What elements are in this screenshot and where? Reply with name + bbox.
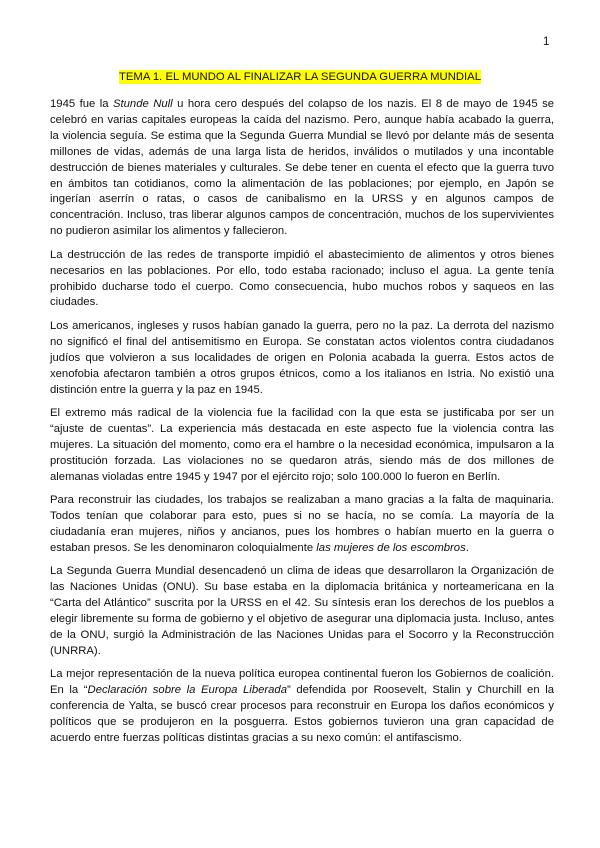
text-run: La Segunda Guerra Mundial desencadenó un clima de ideas que desarrollaron la Organización de las Naciones Unidas (ONU). Su base estaba en la diplomacia británica y norteamericana en la “Carta del Atlántico” suscrita por la URSS en el 42. Su síntesis eran los derechos de los pueblos a elegir libremente su forma de gobierno y el objetivo de asegurar una diplomacia justa. Incluso, antes de la ONU, surgió la Administración de las Naciones Unidas para el Socorro y la Reconstrucción (UNRRA). [50,565,554,657]
text-run: Los americanos, ingleses y rusos habían ganado la guerra, pero no la paz. La derrota del nazismo no significó el final del antisemitismo en Europa. Se constatan actos violentos contra ciudadanos judíos que volvieron a sus localidades de origen en Polonia acabada la guerra. Estos actos de xenofobia afectaron también a otros grupos étnicos, como a los italianos en Istria. No existió una distinción entre la guerra y la paz en 1945. [50,319,554,396]
text-run: 1945 fue la [50,98,113,110]
text-run: La mejor representación de la nueva política europea continental fueron los Gobiernos de coalición. En la “ [50,668,554,697]
document-body [50,97,554,755]
text-run: . [465,541,469,554]
paragraph [50,97,554,240]
text-run: Para reconstruir las ciudades, los trabajos se realizaban a mano gracias a la falta de maquinaria. Todos tenían que colaborar para esto, pues si no se hacía, no se comía. La mayoría de la ciudadanía eran mujeres, niños y ancianos, pues los hombres o habían muerto en la guerra o estaban presos. Se les denominaron coloquialmente [50,494,554,554]
italic-text: Declaración sobre la Europa Liberada [87,684,287,697]
paragraph [50,564,554,659]
paragraph [50,667,554,747]
paragraph [50,406,554,486]
italic-text: las mujeres de los escombros [316,541,466,554]
text-run: La destrucción de las redes de transporte impidió el abastecimiento de alimentos y otros bienes necesarios en las poblaciones. Por ello, todo estaba racionado; incluso el agua. La gente tenía prohibido ducharse todo el cuerpo. Como consecuencia, hubo muchos robos y saqueos en las ciudades. [50,248,554,309]
paragraph [50,493,554,557]
text-run: El extremo más radical de la violencia fue la facilidad con la que esta se justificaba por ser un “ajuste de cuentas”. La experiencia más destacada en este aspecto fue la violencia contra las mujeres. La situación del momento, como era el hambre o la necesidad económica, impulsaron a la prostitución forzada. Las violaciones no se quedaron atrás, siendo más de dos millones de alemanas violadas entre 1945 y 1947 por el ejército rojo; solo 100.000 lo fueron en Berlín. [50,407,554,483]
paragraph [50,319,554,399]
italic-text: Stunde Null [112,98,173,110]
page-number: 1 [543,36,550,48]
paragraph [50,248,554,312]
document-title [0,71,600,83]
text-run: ” defendida por Roosevelt, Stalin y Churchill en la conferencia de Yalta, se buscó crear procesos para reconstruir en Europa los daños económicos y políticos que se produjeron en la posguerra. Estos gobiernos tuvieron una gran capacidad de acuerdo entre fuerzas políticas distintas gracias a su nexo común: el antifascismo. [50,684,554,745]
text-run: u hora cero después del colapso de los nazis. El 8 de mayo de 1945 se celebró en varias capitales europeas la caída del nazismo. Pero, aunque había acabado la guerra, la violencia seguía. Se estima que la Segunda Guerra Mundial se llevó por delante más de sesenta millones de vidas, además de una larga lista de heridos, inválidos o mutilados y una incontable destrucción de bienes materiales y culturales. Se debe tener en cuenta el efecto que la guerra tuvo en ámbitos tan cotidianos, como la alimentación de las poblaciones; por ejemplo, en Japón se ingerían aserrín o ratas, o casos de canibalismo en la URSS y en algunos campos de concentración. Incluso, tras liberar algunos campos de concentración, muchos de los supervivientes no pudieron asimilar los alimentos y fallecieron. [50,98,555,238]
highlighted-title-text: TEMA 1. EL MUNDO AL FINALIZAR LA SEGUNDA GUERRA MUNDIAL [118,71,481,83]
